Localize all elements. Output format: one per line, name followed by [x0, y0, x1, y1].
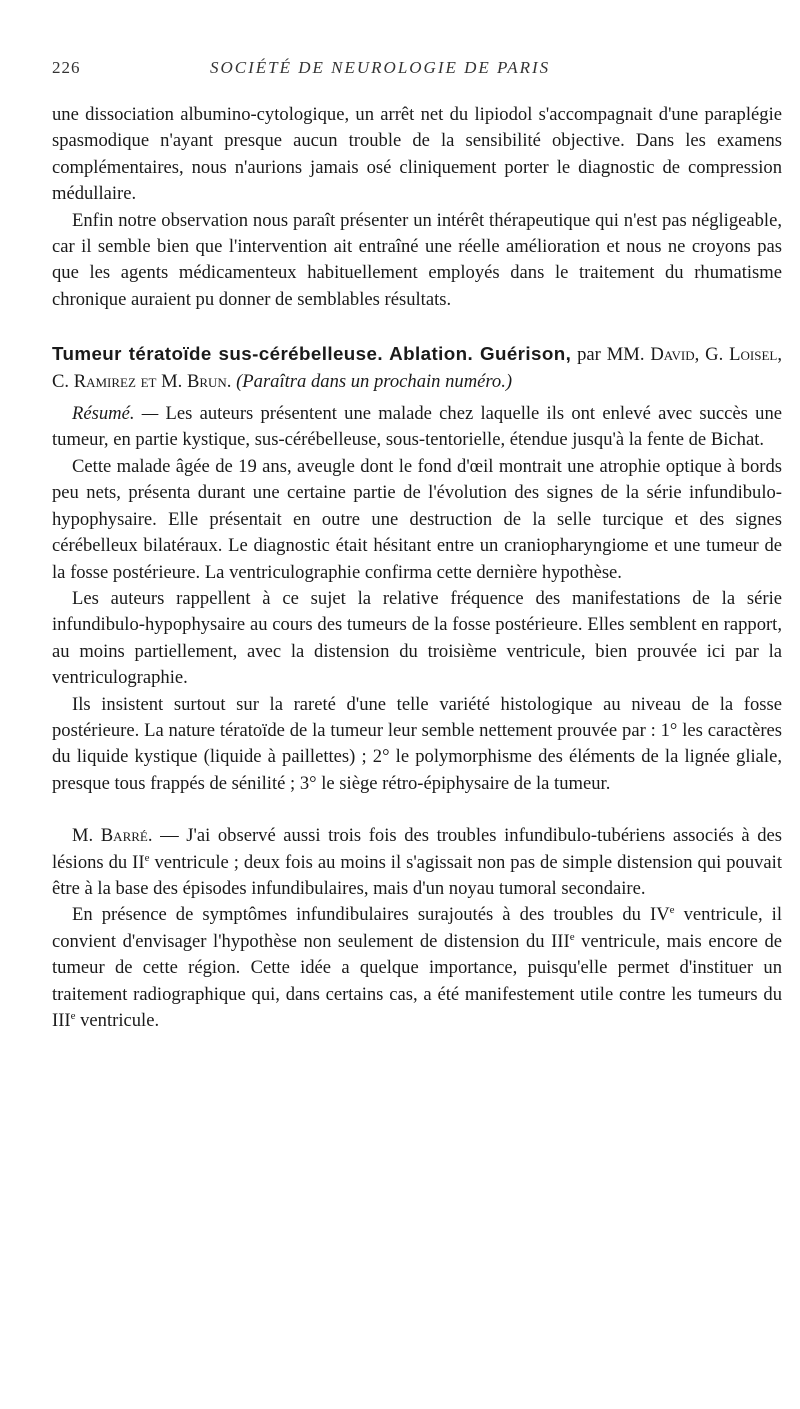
article-note: (Paraîtra dans un prochain numéro.) [236, 370, 513, 392]
resume-paragraph [52, 401, 782, 454]
page-number: 226 [52, 58, 81, 77]
article-title: Tumeur tératoïde sus-cérébelleuse. Ablation. Guérison, [52, 343, 572, 365]
article-authors: MM. David, G. Loisel, C. Ramirez et M. Brun. [52, 344, 782, 392]
discussion-speaker: M. Barré. [72, 825, 153, 847]
article-heading [52, 341, 782, 395]
article-paragraph-3: Ils insistent surtout sur la rareté d'une telle variété histologique au niveau de la fosse postérieure. La nature tératoïde de la tumeur leur semble nettement prouvée par : 1° les caractères du liquide kystique (liquide à paillettes) ; 2° le polymorphisme des éléments de la lignée gliale, presque tous frappés de sénilité ; 3° le siège rétro-épiphysaire de la tumeur. [52, 693, 782, 794]
page-header [52, 58, 782, 78]
running-title: SOCIÉTÉ DE NEUROLOGIE DE PARIS [210, 58, 551, 77]
resume-label: Résumé. — [72, 403, 159, 425]
discussion-paragraph-2: En présence de symptômes infundibulaires surajoutés à des troubles du IVe ventricule, il convient d'envisager l'hypothèse non seulement de distension du IIIe ventricule, mais encore de tumeur de cette région. Cette idée a quelque importance, puisqu'elle permet d'instituer un traitement radiographique qui, dans certains cas, a été manifestement utile contre les tumeurs du IIIe ventricule. [52, 904, 783, 1031]
discussion-paragraph-1: M. Barré. — J'ai observé aussi trois fois des troubles infundibulo-tubériens associés à des lésions du IIe ventricule ; deux fois au moins il s'agissait non pas de simple distension qui pouvait être à la base des épisodes infundibulaires, mais d'un noyau tumoral secondaire. [52, 825, 782, 899]
intro-paragraph-1: une dissociation albumino-cytologique, un arrêt net du lipiodol s'accompagnait d'une paraplégie spasmodique n'ayant presque aucun trouble de la sensibilité objective. Dans les examens complémentaires, nous n'aurions jamais osé cliniquement porter le diagnostic de compression médullaire. [52, 104, 782, 205]
article-paragraph-2: Les auteurs rappellent à ce sujet la relative fréquence des manifestations de la série infundibulo-hypophysaire au cours des tumeurs de la fosse postérieure. Elles semblent en rapport, au moins partiellement, avec la distension du troisième ventricule, bien prouvée ici par la ventriculographie. [52, 587, 782, 689]
article-by: par [571, 344, 607, 366]
intro-paragraph-2: Enfin notre observation nous paraît présenter un intérêt thérapeutique qui n'est pas négligeable, car il semble bien que l'intervention ait entraîné une réelle amélioration et nous ne croyons pas que les agents médicamenteux habituellement employés dans le traitement du rhumatisme chronique auraient pu donner de semblables résultats. [52, 209, 782, 310]
resume-text: Les auteurs présentent une malade chez laquelle ils ont enlevé avec succès une tumeur, en partie kystique, sus-cérébelleuse, sous-tentorielle, étendue jusqu'à la fente de Bichat. [52, 403, 782, 451]
page [52, 58, 782, 1034]
article-paragraph-1: Cette malade âgée de 19 ans, aveugle dont le fond d'œil montrait une atrophie optique à bords peu nets, présenta durant une certaine partie de l'évolution des signes de la série infundibulo-hypophysaire. Elle présentait en outre une destruction de la selle turcique et des signes cérébelleux bilatéraux. Le diagnostic était hésitant entre un craniopharyngiome et une tumeur de la fosse postérieure. La ventriculographie confirma cette dernière hypothèse. [52, 455, 782, 583]
